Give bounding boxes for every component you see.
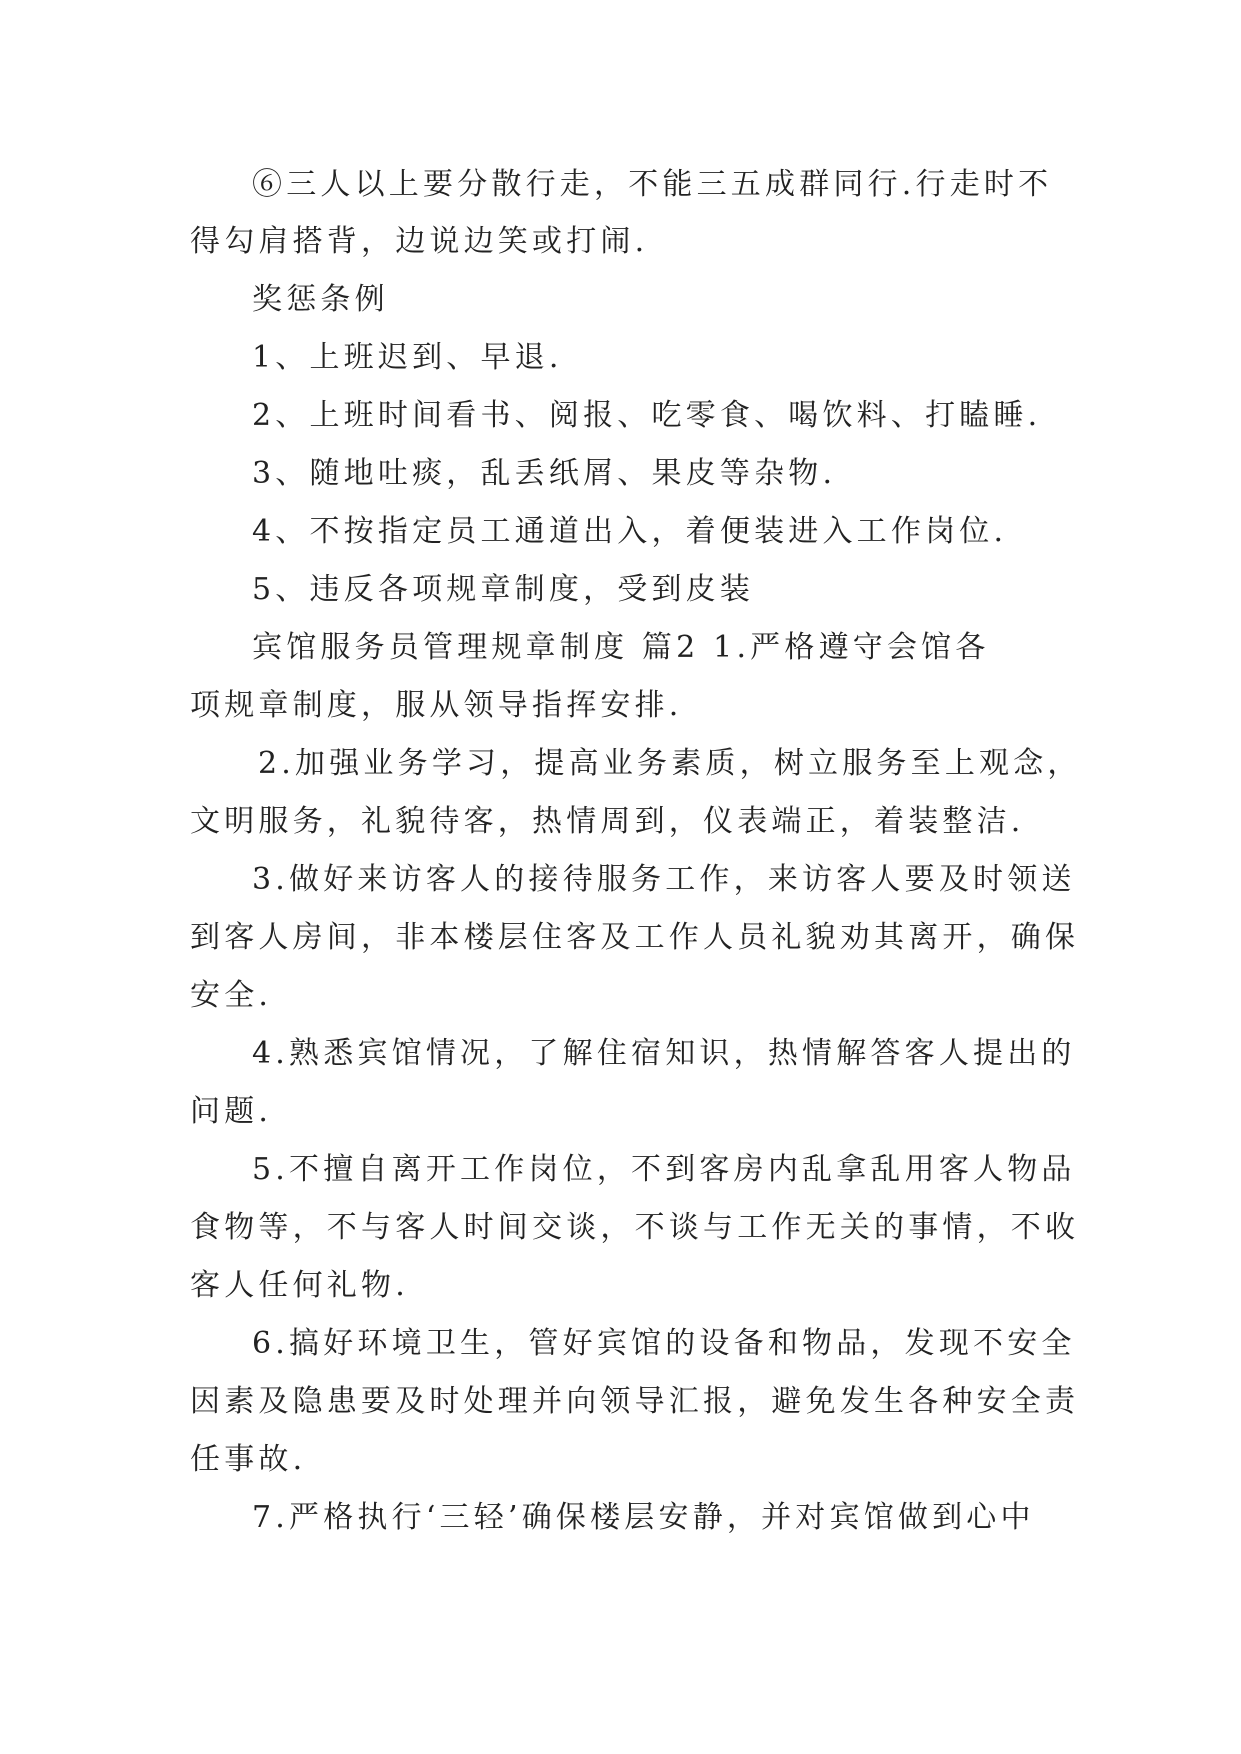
text-line: 到客人房间，非本楼层住客及工作人员礼貌劝其离开，确保 (190, 920, 1080, 955)
text-line: 5.不擅自离开工作岗位，不到客房内乱拿乱用客人物品 (252, 1152, 1076, 1187)
text-line: 3.做好来访客人的接待服务工作，来访客人要及时领送 (252, 862, 1076, 897)
text-line: 项规章制度，服从领导指挥安排. (190, 688, 683, 723)
text-line: 文明服务，礼貌待客，热情周到，仪表端正，着装整洁. (190, 804, 1025, 839)
text-line: ⑥三人以上要分散行走，不能三五成群同行.行走时不 (252, 167, 1053, 202)
section-heading: 奖惩条例 (252, 282, 389, 317)
text-line: 问题. (190, 1094, 273, 1129)
text-line: 客人任何礼物. (190, 1268, 409, 1303)
list-item: 4、不按指定员工通道出入，着便装进入工作岗位. (252, 514, 1008, 549)
list-item: 5、违反各项规章制度，受到皮装 (252, 572, 755, 607)
list-item: 2、上班时间看书、阅报、吃零食、喝饮料、打瞌睡. (252, 398, 1042, 433)
text-line: 安全. (190, 978, 273, 1013)
text-line: 食物等，不与客人时间交谈，不谈与工作无关的事情，不收 (190, 1210, 1080, 1245)
text-line: 得勾肩搭背，边说边笑或打闹. (190, 224, 649, 259)
text-line: 任事故. (190, 1442, 307, 1477)
text-line: 因素及隐患要及时处理并向领导汇报，避免发生各种安全责 (190, 1384, 1080, 1419)
list-item: 1、上班迟到、早退. (252, 340, 563, 375)
text-line: 4.熟悉宾馆情况，了解住宿知识，热情解答客人提出的 (252, 1036, 1076, 1071)
text-line: 6.搞好环境卫生，管好宾馆的设备和物品，发现不安全 (252, 1326, 1076, 1361)
text-line: 7.严格执行‘三轻’确保楼层安静，并对宾馆做到心中 (252, 1500, 1035, 1535)
list-item: 3、随地吐痰，乱丢纸屑、果皮等杂物. (252, 456, 837, 491)
text-line: 2.加强业务学习，提高业务素质，树立服务至上观念， (258, 746, 1082, 781)
text-line: 宾馆服务员管理规章制度 篇2 1.严格遵守会馆各 (252, 630, 990, 665)
